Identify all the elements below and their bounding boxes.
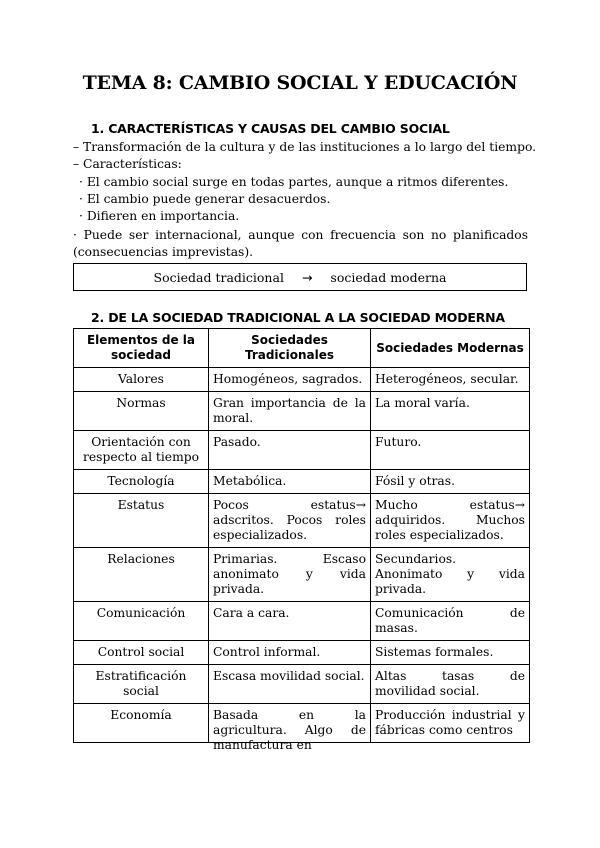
row-modern bbox=[371, 704, 530, 743]
table-row bbox=[74, 704, 530, 743]
arrow-right-icon: → bbox=[301, 269, 313, 285]
row-element: Valores bbox=[74, 368, 209, 392]
table-row bbox=[74, 392, 530, 431]
characteristics-label: – Características: bbox=[73, 157, 182, 171]
row-element: Relaciones bbox=[74, 548, 209, 602]
table-row bbox=[74, 494, 530, 548]
definition-line: – Transformación de la cultura y de las instituciones a lo largo del tiempo. bbox=[73, 140, 537, 154]
table-row bbox=[74, 431, 530, 470]
page-title: TEMA 8: CAMBIO SOCIAL Y EDUCACIÓN bbox=[82, 72, 518, 94]
table-row bbox=[74, 602, 530, 641]
row-traditional: Gran importancia de la moral. bbox=[209, 392, 371, 431]
row-element: Orientación con respecto al tiempo bbox=[74, 431, 209, 470]
row-element: Estatus bbox=[74, 494, 209, 548]
row-traditional: Pasado. bbox=[209, 431, 371, 470]
table-row bbox=[74, 470, 530, 494]
characteristic-item: · El cambio puede generar desacuerdos. bbox=[79, 192, 331, 206]
row-traditional-text: Basada en la agricultura. Algo de manufactura en bbox=[213, 708, 366, 752]
column-header-modern: Sociedades Modernas bbox=[371, 329, 530, 368]
row-traditional: Homogéneos, sagrados. bbox=[209, 368, 371, 392]
column-header-traditional: Sociedades Tradicionales bbox=[209, 329, 371, 368]
row-element: Estratificación social bbox=[74, 665, 209, 704]
row-modern: Altas tasas de movilidad social. bbox=[371, 665, 530, 704]
row-traditional: Escasa movilidad social. bbox=[209, 665, 371, 704]
table-row bbox=[74, 548, 530, 602]
row-modern: Mucho estatus→ adquiridos. Muchos roles especializados. bbox=[371, 494, 530, 548]
row-traditional bbox=[209, 704, 371, 752]
row-element-text: Economía bbox=[110, 708, 172, 722]
row-modern: Fósil y otras. bbox=[371, 470, 530, 494]
row-modern: La moral varía. bbox=[371, 392, 530, 431]
row-modern: Futuro. bbox=[371, 431, 530, 470]
row-element: Tecnología bbox=[74, 470, 209, 494]
transition-from: Sociedad tradicional bbox=[153, 269, 284, 285]
characteristic-item: · El cambio social surge en todas partes, aunque a ritmos diferentes. bbox=[79, 175, 509, 189]
row-traditional: Metabólica. bbox=[209, 470, 371, 494]
characteristic-item: · Difieren en importancia. bbox=[79, 209, 240, 223]
row-modern: Heterogéneos, secular. bbox=[371, 368, 530, 392]
transition-to: sociedad moderna bbox=[330, 269, 447, 285]
characteristic-item: · Puede ser internacional, aunque con frecuencia son no planificados (consecuencias imprevistas). bbox=[73, 228, 528, 259]
row-element: Comunicación bbox=[74, 602, 209, 641]
row-element: Normas bbox=[74, 392, 209, 431]
table-header-row bbox=[74, 329, 530, 368]
section-heading-comparison: 2. DE LA SOCIEDAD TRADICIONAL A LA SOCIEDAD MODERNA bbox=[91, 310, 505, 325]
row-element: Control social bbox=[74, 641, 209, 665]
row-traditional: Primarias. Escaso anonimato y vida privada. bbox=[209, 548, 371, 602]
table-row bbox=[74, 641, 530, 665]
row-modern: Secundarios. Anonimato y vida privada. bbox=[371, 548, 530, 602]
column-header-elements: Elementos de la sociedad bbox=[74, 329, 209, 368]
row-modern: Sistemas formales. bbox=[371, 641, 530, 665]
table-row bbox=[74, 665, 530, 704]
section-heading-causes: 1. CARACTERÍSTICAS Y CAUSAS DEL CAMBIO SOCIAL bbox=[91, 121, 450, 136]
comparison-table bbox=[73, 328, 530, 752]
row-traditional: Control informal. bbox=[209, 641, 371, 665]
row-traditional: Pocos estatus→ adscritos. Pocos roles especializados. bbox=[209, 494, 371, 548]
table-row bbox=[74, 368, 530, 392]
row-modern: Comunicación de masas. bbox=[371, 602, 530, 641]
row-traditional: Cara a cara. bbox=[209, 602, 371, 641]
row-modern-text: Producción industrial y fábricas como centros bbox=[375, 708, 525, 737]
transition-box bbox=[73, 263, 527, 291]
row-element bbox=[74, 704, 209, 743]
